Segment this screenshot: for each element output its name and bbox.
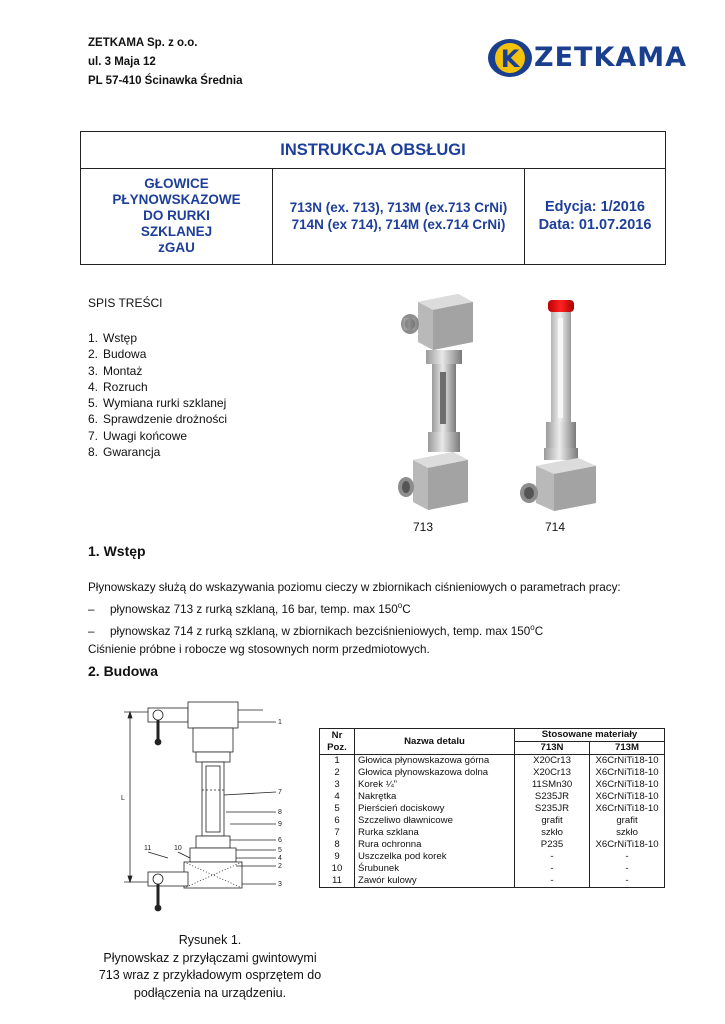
cell-name: Zawór kulowy (355, 875, 515, 888)
cell-713m: X6CrNiTi18-10 (590, 755, 665, 768)
drawing-label: 3 (278, 881, 282, 888)
cell-name: Rurka szklana (355, 827, 515, 839)
toc-item[interactable]: 4. Rozruch (88, 379, 148, 394)
column-header-713n: 713N (515, 742, 590, 755)
figure-caption-line: 713 wraz z przykładowym osprzętem do (98, 968, 322, 982)
drawing-label: 9 (278, 821, 282, 828)
table-row (320, 875, 665, 888)
figure-caption-line: Rysunek 1. (178, 933, 242, 947)
drawing-label: 6 (278, 837, 282, 844)
cell-name: Pierścień dociskowy (355, 803, 515, 815)
cell-713m: X6CrNiTi18-10 (590, 779, 665, 791)
models-line-2: 714N (ex 714), 714M (ex.714 CrNi) (291, 217, 506, 232)
cell-713m: - (590, 863, 665, 875)
drawing-label: 1 (278, 719, 282, 726)
cell-713n: S235JR (515, 791, 590, 803)
cell-713m: szkło (590, 827, 665, 839)
drawing-label: 4 (278, 855, 282, 862)
drawing-label: 8 (278, 809, 282, 816)
cell-713m: grafit (590, 815, 665, 827)
cell-name: Śrubunek (355, 863, 515, 875)
product-713-image (398, 292, 478, 512)
column-header-name: Nazwa detalu (355, 729, 515, 755)
section-1-closing: Ciśnienie próbne i robocze wg stosownych norm przedmiotowych. (88, 642, 430, 656)
caption-714: 714 (545, 520, 566, 534)
product-name-cell (81, 168, 273, 264)
table-row (320, 827, 665, 839)
table-row (320, 851, 665, 863)
toc-item[interactable]: 8. Gwarancja (88, 445, 161, 460)
company-city: PL 57-410 Ścinawka Średnia (88, 75, 243, 87)
drawing-label: 5 (278, 847, 282, 854)
cell-713n: S235JR (515, 803, 590, 815)
cell-713n: szkło (515, 827, 590, 839)
cell-nr: 9 (320, 851, 355, 863)
cell-713n: - (515, 851, 590, 863)
figure-caption (80, 932, 340, 1002)
product-line: DO RURKI (143, 208, 210, 223)
zetkama-logo (488, 38, 693, 78)
company-street: ul. 3 Maja 12 (88, 56, 156, 68)
product-714-image (518, 298, 608, 512)
section-1-text (88, 579, 688, 659)
drawing-label: 7 (278, 789, 282, 796)
drawing-label: L (121, 795, 125, 802)
toc-item[interactable]: 1. Wstęp (88, 331, 138, 345)
cell-name: Głowica płynowskazowa górna (355, 755, 515, 768)
cell-713m: X6CrNiTi18-10 (590, 767, 665, 779)
toc-item[interactable]: 2. Budowa (88, 347, 147, 362)
table-row (320, 839, 665, 851)
cell-713n: - (515, 863, 590, 875)
table-row (320, 791, 665, 803)
bullet: – płynowskaz 714 z rurką szklaną, w zbiornikach bezciśnieniowych, temp. max 150$^o$C (88, 622, 544, 638)
section-1-heading: 1. Wstęp (88, 543, 146, 559)
cell-nr: 2 (320, 767, 355, 779)
cell-713n: - (515, 875, 590, 888)
drawing-label: 10 (174, 845, 182, 852)
cell-713m: - (590, 851, 665, 863)
table-row (320, 863, 665, 875)
cell-nr: 4 (320, 791, 355, 803)
cell-name: Rura ochronna (355, 839, 515, 851)
materials-table (319, 728, 665, 888)
product-line: SZKLANEJ (140, 224, 213, 239)
logo-text: ZETKAMA (534, 42, 688, 73)
cell-713n: X20Cr13 (515, 755, 590, 768)
company-name: ZETKAMA Sp. z o.o. (88, 37, 198, 49)
column-header-nr: Nr Poz. (320, 729, 355, 755)
column-header-materials: Stosowane materiały (515, 729, 665, 742)
drawing-label: 11 (144, 845, 152, 852)
figure-caption-line: podłączenia na urządzeniu. (133, 985, 287, 1000)
company-address (88, 34, 242, 91)
cell-name: Korek ¼” (355, 779, 515, 791)
table-row (320, 803, 665, 815)
logo-letter: K (500, 45, 520, 73)
toc-title: SPIS TREŚCI (88, 296, 163, 310)
cell-nr: 5 (320, 803, 355, 815)
cell-713m: X6CrNiTi18-10 (590, 791, 665, 803)
table-row (320, 755, 665, 768)
cell-nr: 11 (320, 875, 355, 888)
product-line: GŁOWICE (144, 176, 209, 191)
toc-item[interactable]: 7. Uwagi końcowe (88, 428, 188, 443)
cell-nr: 8 (320, 839, 355, 851)
cell-713n: P235 (515, 839, 590, 851)
cell-713m: - (590, 875, 665, 888)
bullet: – płynowskaz 713 z rurką szklaną, 16 bar, temp. max 150$^o$C (88, 601, 411, 616)
caption-713: 713 (413, 520, 434, 534)
column-header-713m: 713M (590, 742, 665, 755)
cell-name: Głowica płynowskazowa dolna (355, 767, 515, 779)
cell-nr: 7 (320, 827, 355, 839)
product-line: zGAU (158, 240, 195, 255)
date: Data: 01.07.2016 (538, 217, 652, 233)
table-row (320, 779, 665, 791)
edition: Edycja: 1/2016 (545, 199, 645, 215)
table-row (320, 815, 665, 827)
cell-nr: 10 (320, 863, 355, 875)
cell-713n: grafit (515, 815, 590, 827)
toc-item[interactable]: 6. Sprawdzenie drożności (88, 412, 228, 427)
cell-713n: 11SMn30 (515, 779, 590, 791)
logo-k-icon (488, 38, 534, 78)
cell-nr: 6 (320, 815, 355, 827)
technical-drawing (118, 700, 293, 915)
drawing-label: 2 (278, 863, 282, 870)
cell-713m: X6CrNiTi18-10 (590, 803, 665, 815)
document-header (80, 131, 666, 265)
cell-nr: 1 (320, 755, 355, 768)
section-2-heading: 2. Budowa (88, 663, 159, 679)
document-title: INSTRUKCJA OBSŁUGI (81, 132, 665, 169)
models-line-1: 713N (ex. 713), 713M (ex.713 CrNi) (289, 200, 508, 215)
models-cell (273, 168, 525, 264)
figure-caption-line: Płynowskaz z przyłączami gwintowymi (103, 950, 317, 965)
edition-cell (525, 168, 665, 264)
cell-name: Nakrętka (355, 791, 515, 803)
table-of-contents (88, 330, 227, 460)
cell-713m: X6CrNiTi18-10 (590, 839, 665, 851)
toc-item[interactable]: 3. Montaż (88, 363, 143, 378)
cell-nr: 3 (320, 779, 355, 791)
cell-name: Uszczelka pod korek (355, 851, 515, 863)
product-line: PŁYNOWSKAZOWE (112, 192, 241, 207)
cell-713n: X20Cr13 (515, 767, 590, 779)
table-row (320, 767, 665, 779)
cell-name: Szczeliwo dławnicowe (355, 815, 515, 827)
toc-item[interactable]: 5. Wymiana rurki szklanej (88, 396, 227, 411)
section-1-intro: Płynowskazy służą do wskazywania poziomu cieczy w zbiornikach ciśnieniowych o parametrach pracy: (88, 581, 621, 594)
